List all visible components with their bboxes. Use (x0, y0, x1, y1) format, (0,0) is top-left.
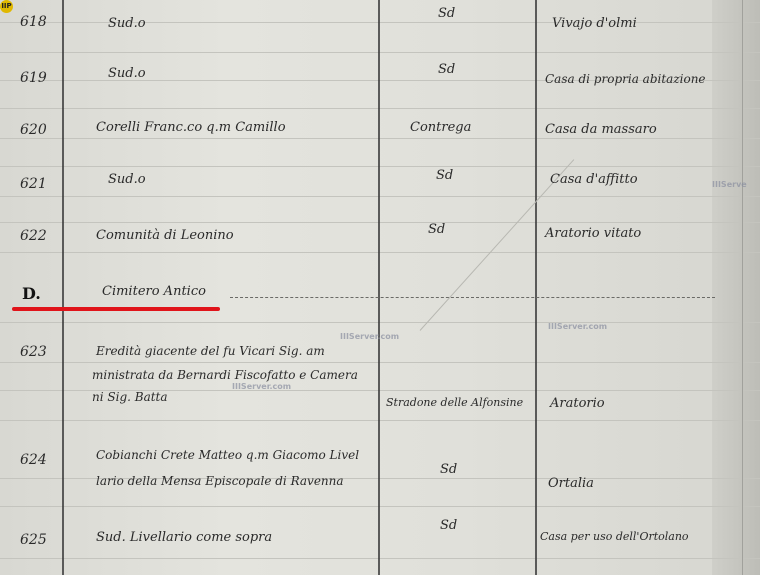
watermark: IIIServe (712, 180, 747, 189)
location: Sd (440, 462, 458, 477)
ruled-line (0, 558, 760, 559)
ruled-line (0, 222, 760, 223)
ruled-line (0, 138, 760, 139)
location: Sd (438, 6, 456, 21)
page-edge (712, 0, 760, 575)
owner-name-line2: lario della Mensa Episcopale di Ravenna (96, 474, 344, 488)
land-quality: Aratorio vitato (545, 226, 642, 241)
owner-name: Cobianchi Crete Matteo q.m Giacomo Livel (96, 448, 360, 462)
ruled-line (0, 420, 760, 421)
owner-name: Sud.o (108, 66, 146, 81)
land-quality: Casa di propria abitazione (545, 72, 706, 86)
land-quality: Ortalia (548, 476, 594, 491)
location: Sd (438, 62, 456, 77)
ruled-line (0, 52, 760, 53)
section-d-label: D. (22, 284, 41, 303)
owner-name: Sud.o (108, 172, 146, 187)
owner-name-line3: ni Sig. Batta (92, 390, 168, 404)
owner-name: Corelli Franc.co q.m Camillo (96, 120, 286, 135)
parcel-number: 618 (20, 14, 47, 30)
land-quality: Casa d'affitto (550, 172, 638, 187)
column-divider (742, 0, 743, 575)
red-underline (12, 307, 220, 311)
location: Sd (436, 168, 454, 183)
parcel-number: 623 (20, 344, 47, 360)
owner-name-line2: ministrata da Bernardi Fiscofatto e Camera (92, 368, 358, 382)
iip-badge: IIP (0, 0, 13, 13)
owner-name: Comunità di Leonino (96, 228, 234, 243)
ruled-line (0, 108, 760, 109)
column-divider (62, 0, 64, 575)
parcel-number: 624 (20, 452, 47, 468)
owner-name: Sud. Livellario come sopra (96, 530, 273, 545)
owner-name: Eredità giacente del fu Vicari Sig. am (96, 344, 325, 358)
parcel-number: 620 (20, 122, 47, 138)
dashed-separator (230, 297, 715, 298)
parcel-number: 619 (20, 70, 47, 86)
land-quality: Aratorio (550, 396, 605, 411)
watermark: IIIServer.com (340, 332, 400, 341)
section-title: Cimitero Antico (102, 284, 206, 299)
column-divider (535, 0, 537, 575)
land-quality: Casa da massaro (545, 122, 657, 137)
ruled-line (0, 166, 760, 167)
location: Contrega (410, 120, 472, 135)
land-quality: Casa per uso dell'Ortolano (540, 530, 689, 543)
location: Stradone delle Alfonsine (386, 396, 524, 409)
ruled-line (0, 252, 760, 253)
parcel-number: 625 (20, 532, 47, 548)
location: Sd (440, 518, 458, 533)
ruled-line (0, 196, 760, 197)
column-divider (378, 0, 380, 575)
parcel-number: 621 (20, 176, 47, 192)
land-quality: Vivajo d'olmi (552, 16, 637, 31)
watermark: IIIServer.com (232, 382, 292, 391)
watermark: IIIServer.com (548, 322, 608, 331)
ruled-line (0, 322, 760, 323)
ruled-line (0, 506, 760, 507)
location: Sd (428, 222, 446, 237)
ruled-line (0, 362, 760, 363)
parcel-number: 622 (20, 228, 47, 244)
owner-name: Sud.o (108, 16, 146, 31)
